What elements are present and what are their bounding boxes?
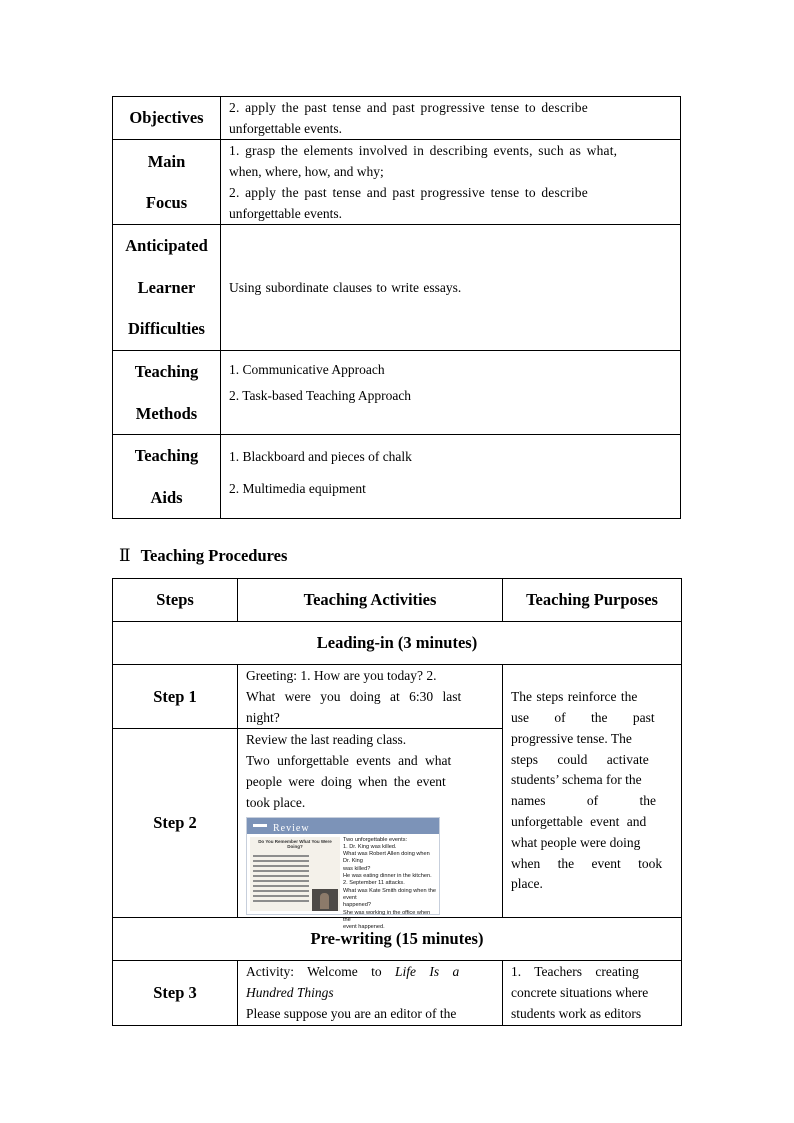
- step-3-label: Step 3: [113, 961, 238, 1025]
- row-label-main-focus: [113, 140, 221, 225]
- list-item: 2. Multimedia equipment: [229, 481, 366, 496]
- text-line: 2. apply the past tense and past progressive tense to describe: [229, 100, 588, 115]
- list-item: 1. Communicative Approach: [229, 362, 385, 377]
- text-line: unforgettable events.: [229, 206, 342, 221]
- row-label-difficulties: [113, 225, 221, 351]
- header-row: [113, 579, 682, 622]
- text-line: 1. grasp the elements involved in describing events, such as what,: [229, 143, 618, 158]
- row-label-methods: [113, 351, 221, 435]
- text-line: Greeting: 1. How are you today? 2.: [246, 668, 437, 683]
- text-line: Please suppose you are an editor of the: [246, 1005, 457, 1021]
- slide-text: [343, 837, 437, 932]
- slide-photo: [312, 889, 338, 911]
- text-line: concrete situations where: [511, 985, 649, 1001]
- slide-line: was killed?: [343, 865, 371, 872]
- label-line: Aids: [150, 487, 183, 507]
- step-3-purpose: [503, 961, 682, 1025]
- table-row: [113, 225, 681, 351]
- phase-leading-in: Leading-in (3 minutes): [113, 622, 682, 665]
- label-line: Main: [147, 151, 186, 171]
- label-line: Difficulties: [128, 319, 205, 339]
- objectives-value: [221, 97, 681, 140]
- text-line: names of the: [511, 793, 656, 809]
- table-row: [113, 140, 681, 225]
- slide-line: What was Kate Smith doing when the event: [343, 887, 436, 901]
- aids-value: [221, 435, 681, 519]
- text-line: 1. Teachers creating: [511, 964, 639, 980]
- slide-line: She was working in the office when the: [343, 909, 431, 923]
- review-slide-image: [246, 817, 440, 931]
- text-line: took place.: [246, 794, 306, 810]
- slide-line: 1. Dr. King was killed.: [343, 843, 397, 850]
- list-item: 2. Task-based Teaching Approach: [229, 388, 412, 403]
- text-line: place.: [511, 876, 543, 892]
- label-line: Methods: [135, 403, 198, 423]
- step-2-label: Step 2: [113, 729, 238, 918]
- difficulties-value: Using subordinate clauses to write essays.: [221, 225, 681, 351]
- text-line: use of the past: [511, 710, 655, 725]
- text-line: night?: [246, 709, 280, 725]
- table-row: [113, 665, 682, 729]
- text-line: Two unforgettable events and what: [246, 753, 452, 769]
- text-line: progressive tense. The: [511, 730, 632, 746]
- table-row: [113, 435, 681, 519]
- step-3-activity: [238, 961, 503, 1025]
- row-label-aids: [113, 435, 221, 519]
- text-line: students work as editors: [511, 1005, 642, 1021]
- text-line: unforgettable events.: [229, 121, 342, 136]
- table-row: [113, 97, 681, 140]
- text-line: The steps reinforce the: [511, 689, 638, 705]
- slide-line: Two unforgettable events:: [343, 836, 408, 843]
- text-line: when the event took: [511, 855, 663, 871]
- text-line: what people were doing: [511, 834, 641, 850]
- text-line: steps could activate: [511, 751, 649, 767]
- text-line: people were doing when the event: [246, 773, 446, 789]
- row-label-objectives: Objectives: [113, 97, 221, 140]
- slide-decoration: [253, 824, 267, 827]
- slide-line: What was Robert Allen doing when Dr. King: [343, 851, 430, 865]
- slide-line: 2. September 11 attacks.: [343, 880, 405, 887]
- main-focus-value: [221, 140, 681, 225]
- teaching-procedures-table: [112, 578, 682, 1026]
- lesson-info-table: [112, 96, 681, 519]
- text-line: [246, 962, 494, 983]
- label-line: Focus: [145, 193, 188, 212]
- header-steps: Steps: [113, 579, 238, 622]
- step-2-activity: [238, 729, 503, 931]
- table-row: [113, 961, 682, 1025]
- slide-title: Review: [273, 822, 310, 834]
- label-line: Teaching: [134, 362, 199, 381]
- slide-line: happened?: [343, 902, 371, 909]
- methods-value: [221, 351, 681, 435]
- text-line: students’ schema for the: [511, 772, 642, 788]
- table-row: [113, 351, 681, 435]
- slide-article-thumbnail: [250, 837, 340, 911]
- text-line: What were you doing at 6:30 last: [246, 688, 462, 704]
- slide-line: He was eating dinner in the kitchen.: [343, 873, 432, 880]
- text-line: Review the last reading class.: [246, 732, 407, 748]
- header-purposes: Teaching Purposes: [503, 579, 682, 622]
- step-1-activity: [238, 665, 503, 729]
- section-title: Teaching Procedures: [140, 546, 288, 565]
- phase-row: [113, 622, 682, 665]
- step-1-label: Step 1: [113, 665, 238, 729]
- slide-article-lines: [253, 855, 309, 905]
- slide-line: event happened.: [343, 924, 385, 931]
- label-line: Teaching: [134, 446, 199, 465]
- section-heading: [119, 546, 287, 566]
- activity-title-part2: Hundred Things: [246, 985, 334, 1001]
- text-line: 2. apply the past tense and past progressive tense to describe: [229, 185, 588, 200]
- header-activities: Teaching Activities: [238, 579, 503, 622]
- label-line: Learner: [137, 277, 196, 297]
- activity-prefix: Activity: Welcome to: [246, 964, 382, 980]
- steps-1-2-purpose: [503, 665, 682, 918]
- phase-pre-writing: Pre-writing (15 minutes): [113, 918, 682, 961]
- list-item: 1. Blackboard and pieces of chalk: [229, 449, 412, 464]
- section-numeral: Ⅱ: [119, 546, 131, 565]
- slide-article-heading: Do You Remember What You Were Doing?: [258, 838, 332, 849]
- activity-title-part1: Life Is a: [395, 964, 460, 980]
- text-line: unforgettable event and: [511, 813, 647, 829]
- text-line: when, where, how, and why;: [229, 164, 384, 179]
- label-line: Anticipated: [125, 236, 208, 256]
